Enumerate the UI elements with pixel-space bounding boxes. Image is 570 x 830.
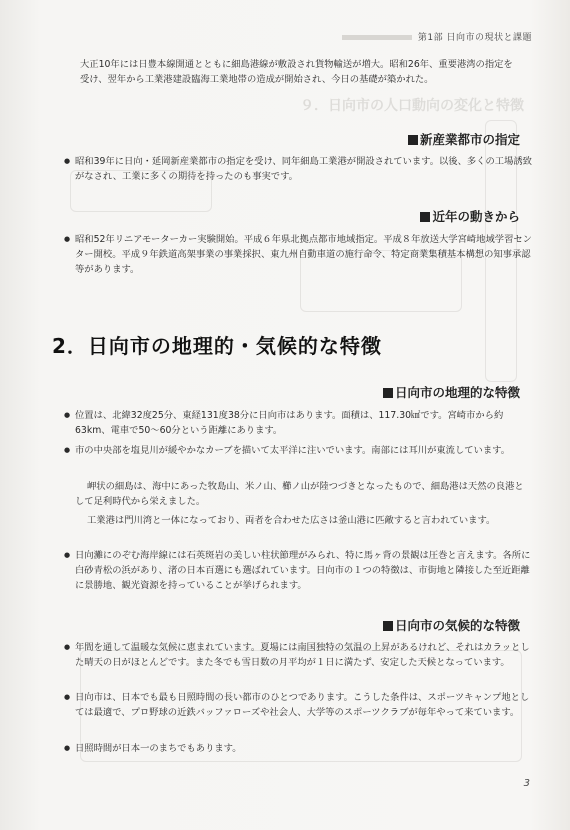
bullet-paragraph: ● 位置は、北緯32度25分、東経131度38分に日向市はあります。面積は、117.30㎢です。宮崎市から約63km、電車で50～60分という距離にあります。 bbox=[64, 408, 535, 438]
subheading-text: 日向市の地理的な特徴 bbox=[394, 385, 520, 400]
subheading-kikou bbox=[383, 616, 520, 634]
bullet-paragraph: ● 日向市は、日本でも最も日照時間の長い都市のひとつであります。こうした条件は、スポーツキャンプ地としては最適で、プロ野球の近鉄バッファローズや社会人、大学等のスポーツクラブが毎年やって来ています。 bbox=[64, 690, 535, 720]
subheading-text: 新産業都市の指定 bbox=[419, 132, 520, 147]
chapter-title: 第1部 日向市の現状と課題 bbox=[417, 33, 532, 43]
indented-paragraph: 岬状の細島は、海中にあった牧島山、米ノ山、櫛ノ山が陸つづきとなったもので、細島港は天然の良港として足利時代から栄えました。 bbox=[75, 481, 524, 508]
section-title: 2．日向市の地理的・気候的な特徴 bbox=[52, 334, 382, 358]
square-bullet-icon bbox=[408, 135, 418, 145]
chapter-header bbox=[342, 30, 532, 43]
bullet-paragraph: ● 昭和39年に日向・延岡新産業都市の指定を受け、同年細島工業港が開設されています。以後、多くの工場誘致がなされ、工業に多くの期待を持ったのも事実です。 bbox=[64, 154, 535, 184]
bullet-paragraph: ● 年間を通して温暖な気候に恵まれています。夏場には南国独特の気温の上昇があるけれど、それはカラッとした晴天の日がほとんどです。また冬でも雪日数の月平均が１日に満たず、安定した天候となっています。 bbox=[64, 640, 535, 670]
indented-paragraph: 工業港は門川湾と一体になっており、両者を合わせた広さは釜山港に匹敵すると言われています。 bbox=[87, 515, 496, 526]
header-bar bbox=[342, 35, 412, 40]
square-bullet-icon bbox=[420, 212, 430, 222]
bullet-paragraph: ● 日照時間が日本一のまちでもあります。 bbox=[64, 741, 535, 756]
square-bullet-icon bbox=[383, 621, 393, 631]
bleed-through-text: ９．日向市の人口動向の変化と特徴 bbox=[300, 98, 524, 114]
subheading-kinnen bbox=[420, 207, 520, 225]
square-bullet-icon bbox=[383, 388, 393, 398]
subheading-text: 日向市の気候的な特徴 bbox=[394, 618, 520, 633]
subheading-chiri bbox=[383, 383, 520, 401]
intro-paragraph: 大正10年には日豊本線開通とともに細島港線が敷設され貨物輸送が増大。昭和26年、重要港湾の指定を受け、翌年から工業港建設臨海工業地帯の造成が開始され、今日の基礎が築かれた。 bbox=[80, 59, 513, 86]
bullet-paragraph: ● 市の中央部を塩見川が緩やかなカーブを描いて太平洋に注いでいます。南部には耳川が東流しています。 bbox=[64, 443, 535, 458]
subheading-shinsangyo bbox=[408, 130, 520, 148]
bullet-paragraph: ● 日向灘にのぞむ海岸線には石英斑岩の美しい柱状節理がみられ、特に馬ヶ背の景観は圧巻と言えます。各所に白砂青松の浜があり、渚の日本百選にも選ばれています。日向市の１つの特徴は、市街地と隣接した至近距離に景勝地、観光資源を持っていることが挙げられます。 bbox=[64, 548, 535, 594]
page-number: 3 bbox=[523, 778, 530, 789]
subheading-text: 近年の動きから bbox=[432, 209, 520, 224]
bullet-paragraph: ● 昭和52年リニアモーターカー実験開始。平成６年県北拠点都市地域指定。平成８年放送大学宮崎地域学習センター開校。平成９年鉄道高架事業の事業採択、東九州自動車道の施行命令、特定商業集積基本構想の知事承認等があります。 bbox=[64, 232, 535, 278]
